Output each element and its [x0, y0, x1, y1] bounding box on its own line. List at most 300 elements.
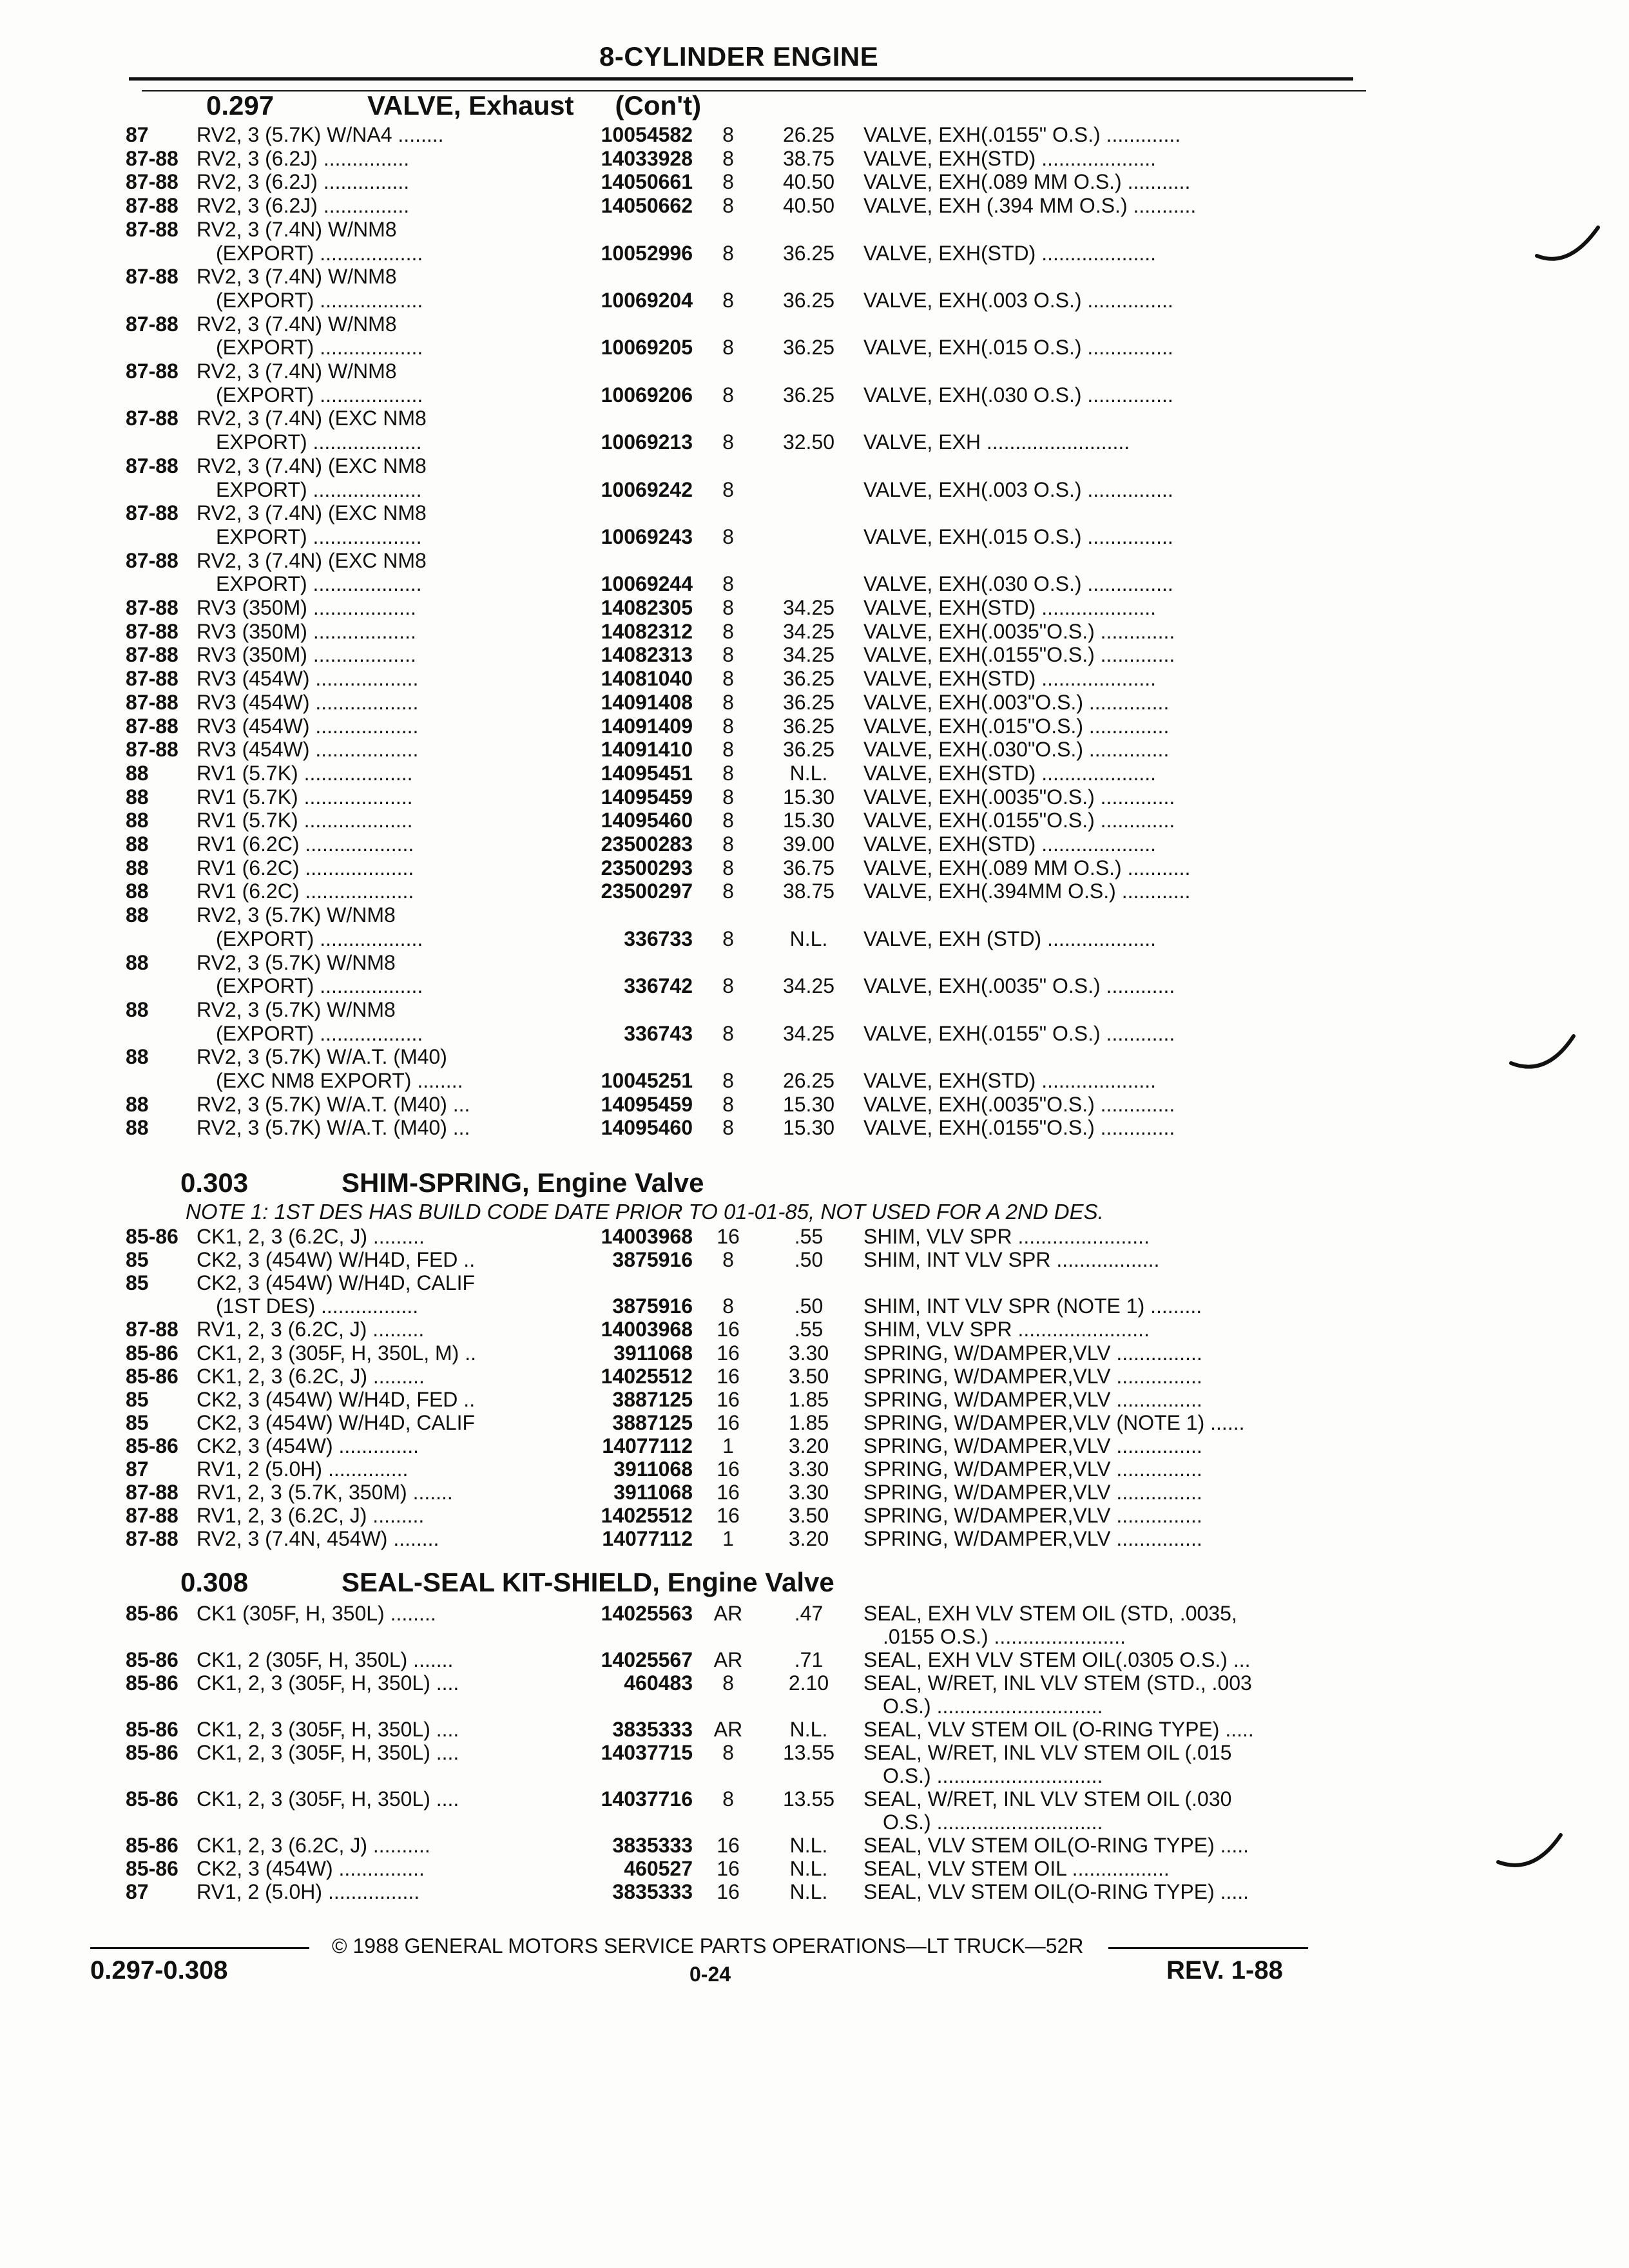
quantity: 8 [722, 336, 734, 359]
model-year: 87-88 [126, 549, 178, 572]
part-description: VALVE, EXH(.0035"O.S.) ............. [863, 1093, 1175, 1116]
model-year: 88 [126, 1116, 149, 1139]
model-year: 85 [126, 1388, 149, 1411]
quantity: AR [713, 1718, 743, 1741]
part-number: 14091410 [601, 738, 693, 761]
part-description: VALVE, EXH ......................... [863, 430, 1130, 454]
part-number: 14095459 [601, 1093, 693, 1116]
model-year: 87-88 [126, 643, 178, 666]
part-number: 3875916 [612, 1248, 693, 1271]
quantity: 8 [722, 170, 734, 193]
price: 3.30 [788, 1481, 829, 1504]
price: 36.25 [782, 289, 835, 312]
part-number: 10069244 [601, 572, 693, 595]
part-number: 14082312 [601, 620, 693, 643]
price: 32.50 [782, 430, 835, 454]
price: N.L. [789, 1718, 828, 1741]
part-description: SEAL, VLV STEM OIL(O-RING TYPE) ..... [863, 1880, 1249, 1903]
model-year: 88 [126, 1093, 149, 1116]
part-description: VALVE, EXH(STD) .................... [863, 242, 1157, 265]
model-application: (EXC NM8 EXPORT) ........ [216, 1069, 463, 1092]
model-application: RV2, 3 (7.4N) W/NM8 [197, 312, 397, 336]
model-year: 88 [126, 879, 149, 903]
part-number: 14081040 [601, 667, 693, 690]
model-application: CK2, 3 (454W) W/H4D, FED .. [197, 1248, 476, 1271]
quantity: 8 [722, 715, 734, 738]
part-number: 14025512 [601, 1365, 693, 1388]
price: 36.25 [782, 691, 835, 714]
part-number: 10069204 [601, 289, 693, 312]
model-year: 88 [126, 951, 149, 974]
quantity: 8 [722, 974, 734, 997]
part-description: VALVE, EXH(.394MM O.S.) ............ [863, 879, 1191, 903]
price: 15.30 [782, 809, 835, 832]
price: 15.30 [782, 1093, 835, 1116]
part-number: 14082313 [601, 643, 693, 666]
part-description: VALVE, EXH(.015 O.S.) ............... [863, 525, 1173, 548]
price: 26.25 [782, 123, 835, 146]
model-year: 88 [126, 785, 149, 809]
part-description: SHIM, VLV SPR ....................... [863, 1225, 1150, 1248]
model-year: 85-86 [126, 1225, 178, 1248]
part-number: 14077112 [602, 1434, 693, 1457]
part-number: 14050661 [601, 170, 693, 193]
quantity: 16 [717, 1457, 740, 1481]
model-year: 87-88 [126, 501, 178, 524]
part-number: 14077112 [602, 1527, 693, 1550]
model-application: RV2, 3 (7.4N) (EXC NM8 [197, 407, 427, 430]
model-application: EXPORT) ................... [216, 525, 422, 548]
model-application: RV3 (454W) .................. [197, 738, 419, 761]
quantity: 8 [722, 383, 734, 407]
model-application: RV2, 3 (6.2J) ............... [197, 147, 410, 170]
part-description: VALVE, EXH(STD) .................... [863, 667, 1157, 690]
model-year: 87-88 [126, 1481, 178, 1504]
price: N.L. [789, 762, 828, 785]
model-application: EXPORT) ................... [216, 572, 422, 595]
model-application: CK1 (305F, H, 350L) ........ [197, 1602, 436, 1625]
part-number: 3911068 [613, 1341, 693, 1365]
price: 36.25 [782, 383, 835, 407]
quantity: 16 [717, 1318, 740, 1341]
model-year: 88 [126, 998, 149, 1021]
model-application: (EXPORT) .................. [216, 1022, 423, 1045]
footer-copyright: © 1988 GENERAL MOTORS SERVICE PARTS OPERATIONS—LT TRUCK—52R [332, 1934, 1084, 1957]
model-application: RV2, 3 (7.4N) (EXC NM8 [197, 454, 427, 477]
price: 3.50 [788, 1504, 829, 1527]
price: 34.25 [782, 643, 835, 666]
part-number: 14091408 [601, 691, 693, 714]
price: 36.25 [782, 336, 835, 359]
part-number: 14091409 [601, 715, 693, 738]
price: 1.85 [788, 1388, 829, 1411]
price: 38.75 [782, 147, 835, 170]
part-description: O.S.) ............................. [883, 1764, 1103, 1787]
part-description: VALVE, EXH(.0155"O.S.) ............. [863, 643, 1175, 666]
model-application: RV1, 2 (5.0H) ................ [197, 1880, 420, 1903]
section-title: SHIM-SPRING, Engine Valve [342, 1168, 704, 1198]
part-description: SEAL, W/RET, INL VLV STEM OIL (.030 [863, 1787, 1232, 1811]
model-year: 87-88 [126, 667, 178, 690]
quantity: 8 [722, 1294, 734, 1318]
model-application: CK2, 3 (454W) W/H4D, CALIF [197, 1271, 476, 1294]
price: 39.00 [782, 832, 835, 856]
price: 38.75 [782, 879, 835, 903]
model-year: 88 [126, 856, 149, 879]
model-application: (EXPORT) .................. [216, 383, 423, 407]
model-year: 87-88 [126, 1504, 178, 1527]
quantity: 8 [722, 1116, 734, 1139]
model-year: 87-88 [126, 147, 178, 170]
part-description: VALVE, EXH(STD) .................... [863, 1069, 1157, 1092]
model-application: RV2, 3 (5.7K) W/NM8 [197, 951, 396, 974]
part-description: VALVE, EXH(.089 MM O.S.) ........... [863, 170, 1191, 193]
quantity: 8 [722, 147, 734, 170]
quantity: 8 [722, 785, 734, 809]
quantity: 1 [722, 1434, 734, 1457]
price: 15.30 [782, 1116, 835, 1139]
part-description: VALVE, EXH(STD) .................... [863, 596, 1157, 619]
model-application: RV2, 3 (7.4N) (EXC NM8 [197, 501, 427, 524]
part-description: VALVE, EXH (.394 MM O.S.) ........... [863, 194, 1197, 217]
model-application: RV2, 3 (5.7K) W/NA4 ........ [197, 123, 444, 146]
model-application: EXPORT) ................... [216, 478, 422, 501]
part-description: VALVE, EXH(.003"O.S.) .............. [863, 691, 1170, 714]
part-description: SHIM, INT VLV SPR .................. [863, 1248, 1160, 1271]
model-application: RV3 (454W) .................. [197, 691, 419, 714]
price: 15.30 [782, 785, 835, 809]
model-application: CK2, 3 (454W) ............... [197, 1857, 425, 1880]
model-application: RV1, 2, 3 (5.7K, 350M) ....... [197, 1481, 453, 1504]
model-application: RV3 (350M) .................. [197, 620, 416, 643]
check-mark-icon [1495, 1830, 1566, 1875]
price: 26.25 [782, 1069, 835, 1092]
model-application: RV3 (454W) .................. [197, 715, 419, 738]
model-application: RV1 (6.2C) ................... [197, 832, 414, 856]
quantity: AR [713, 1602, 743, 1625]
price: 36.25 [782, 667, 835, 690]
model-year: 87-88 [126, 620, 178, 643]
quantity: 16 [717, 1341, 740, 1365]
part-number: 23500297 [601, 879, 693, 903]
footer-rule-right [1108, 1947, 1308, 1949]
part-number: 460527 [624, 1857, 693, 1880]
quantity: 8 [722, 738, 734, 761]
part-description: VALVE, EXH(.0155" O.S.) ............ [863, 1022, 1175, 1045]
price: 13.55 [782, 1741, 835, 1764]
part-number: 14095460 [601, 809, 693, 832]
model-application: RV2, 3 (5.7K) W/A.T. (M40) [197, 1045, 447, 1068]
section-heading [180, 1567, 834, 1598]
quantity: 8 [722, 194, 734, 217]
model-application: CK1, 2, 3 (6.2C, J) .......... [197, 1834, 430, 1857]
model-year: 87-88 [126, 454, 178, 477]
header-rule [129, 77, 1353, 81]
footer-rule-left [90, 1947, 309, 1949]
part-description: SPRING, W/DAMPER,VLV ............... [863, 1365, 1202, 1388]
price: 3.30 [788, 1457, 829, 1481]
part-description: VALVE, EXH(STD) .................... [863, 147, 1157, 170]
model-application: RV2, 3 (7.4N, 454W) ........ [197, 1527, 439, 1550]
price: 34.25 [782, 974, 835, 997]
price: 36.25 [782, 242, 835, 265]
model-application: RV3 (350M) .................. [197, 596, 416, 619]
part-number: 3911068 [613, 1457, 693, 1481]
price: 2.10 [788, 1671, 829, 1695]
model-application: RV2, 3 (7.4N) (EXC NM8 [197, 549, 427, 572]
price: .55 [794, 1318, 824, 1341]
price: 34.25 [782, 1022, 835, 1045]
part-description: VALVE, EXH(STD) .................... [863, 832, 1157, 856]
model-year: 87-88 [126, 170, 178, 193]
model-year: 85-86 [126, 1365, 178, 1388]
quantity: 8 [722, 762, 734, 785]
part-description: SHIM, INT VLV SPR (NOTE 1) ......... [863, 1294, 1202, 1318]
model-application: RV1, 2 (5.0H) .............. [197, 1457, 409, 1481]
model-application: CK1, 2, 3 (305F, H, 350L, M) .. [197, 1341, 476, 1365]
model-application: RV1 (6.2C) ................... [197, 856, 414, 879]
quantity: 8 [722, 1787, 734, 1811]
model-application: RV2, 3 (7.4N) W/NM8 [197, 218, 397, 241]
quantity: 8 [722, 879, 734, 903]
quantity: 8 [722, 620, 734, 643]
model-application: RV2, 3 (6.2J) ............... [197, 194, 410, 217]
price: 36.25 [782, 738, 835, 761]
part-description: SPRING, W/DAMPER,VLV ............... [863, 1527, 1202, 1550]
quantity: 8 [722, 430, 734, 454]
model-application: CK2, 3 (454W) W/H4D, FED .. [197, 1388, 476, 1411]
quantity: 8 [722, 856, 734, 879]
part-number: 3835333 [612, 1834, 693, 1857]
part-number: 336742 [624, 974, 693, 997]
part-number: 10069205 [601, 336, 693, 359]
model-application: RV2, 3 (6.2J) ............... [197, 170, 410, 193]
model-year: 88 [126, 762, 149, 785]
part-number: 23500293 [601, 856, 693, 879]
quantity: 8 [722, 242, 734, 265]
price: 40.50 [782, 194, 835, 217]
footer-page-number: 0-24 [689, 1963, 731, 1986]
model-year: 85-86 [126, 1741, 178, 1764]
model-year: 87-88 [126, 1318, 178, 1341]
model-year: 88 [126, 832, 149, 856]
model-year: 87-88 [126, 360, 178, 383]
part-description: VALVE, EXH(.0155" O.S.) ............. [863, 123, 1181, 146]
model-year: 85-86 [126, 1341, 178, 1365]
model-application: RV1 (5.7K) ................... [197, 762, 413, 785]
model-year: 88 [126, 903, 149, 927]
price: 1.85 [788, 1411, 829, 1434]
part-description: SPRING, W/DAMPER,VLV ............... [863, 1434, 1202, 1457]
part-number: 14025567 [601, 1648, 693, 1671]
part-number: 3835333 [612, 1880, 693, 1903]
model-year: 87-88 [126, 738, 178, 761]
part-description: VALVE, EXH(.030 O.S.) ............... [863, 572, 1173, 595]
part-number: 10069243 [601, 525, 693, 548]
quantity: 16 [717, 1225, 740, 1248]
model-year: 85-86 [126, 1434, 178, 1457]
part-number: 14095459 [601, 785, 693, 809]
model-year: 87-88 [126, 265, 178, 288]
part-description: VALVE, EXH(.003 O.S.) ............... [863, 478, 1173, 501]
part-description: VALVE, EXH(.0155"O.S.) ............. [863, 1116, 1175, 1139]
model-year: 85 [126, 1248, 149, 1271]
model-application: CK1, 2, 3 (6.2C, J) ......... [197, 1365, 425, 1388]
model-application: (EXPORT) .................. [216, 242, 423, 265]
part-description: SEAL, W/RET, INL VLV STEM (STD., .003 [863, 1671, 1252, 1695]
price: 40.50 [782, 170, 835, 193]
model-application: RV1, 2, 3 (6.2C, J) ......... [197, 1318, 425, 1341]
part-description: SPRING, W/DAMPER,VLV (NOTE 1) ...... [863, 1411, 1245, 1434]
model-year: 87-88 [126, 407, 178, 430]
model-application: RV3 (454W) .................. [197, 667, 419, 690]
model-year: 85-86 [126, 1648, 178, 1671]
model-application: RV2, 3 (5.7K) W/NM8 [197, 903, 396, 927]
part-description: VALVE, EXH(.0035"O.S.) ............. [863, 785, 1175, 809]
page-title: 8-CYLINDER ENGINE [599, 41, 879, 72]
part-description: VALVE, EXH(.089 MM O.S.) ........... [863, 856, 1191, 879]
part-description: SEAL, EXH VLV STEM OIL (STD, .0035, [863, 1602, 1237, 1625]
footer-section-range: 0.297-0.308 [90, 1956, 228, 1984]
model-year: 85 [126, 1271, 149, 1294]
price: 13.55 [782, 1787, 835, 1811]
part-description: SPRING, W/DAMPER,VLV ............... [863, 1388, 1202, 1411]
part-description: SEAL, VLV STEM OIL ................. [863, 1857, 1170, 1880]
model-application: RV2, 3 (7.4N) W/NM8 [197, 360, 397, 383]
part-number: 14037716 [601, 1787, 693, 1811]
part-description: VALVE, EXH(STD) .................... [863, 762, 1157, 785]
price: 36.75 [782, 856, 835, 879]
model-year: 87-88 [126, 596, 178, 619]
part-description: SPRING, W/DAMPER,VLV ............... [863, 1341, 1202, 1365]
quantity: AR [713, 1648, 743, 1671]
part-number: 10054582 [601, 123, 693, 146]
model-application: (EXPORT) .................. [216, 289, 423, 312]
model-year: 87-88 [126, 194, 178, 217]
model-application: CK2, 3 (454W) W/H4D, CALIF [197, 1411, 476, 1434]
quantity: 8 [722, 691, 734, 714]
part-description: SPRING, W/DAMPER,VLV ............... [863, 1481, 1202, 1504]
quantity: 16 [717, 1365, 740, 1388]
quantity: 8 [722, 1093, 734, 1116]
model-application: RV2, 3 (5.7K) W/NM8 [197, 998, 396, 1021]
quantity: 8 [722, 289, 734, 312]
price: 3.20 [788, 1434, 829, 1457]
model-application: RV1, 2, 3 (6.2C, J) ......... [197, 1504, 425, 1527]
model-application: RV2, 3 (7.4N) W/NM8 [197, 265, 397, 288]
price: .50 [794, 1248, 824, 1271]
part-description: O.S.) ............................. [883, 1811, 1103, 1834]
part-description: VALVE, EXH(.0035" O.S.) ............ [863, 974, 1175, 997]
part-description: VALVE, EXH(.0035"O.S.) ............. [863, 620, 1175, 643]
part-number: 10052996 [601, 242, 693, 265]
quantity: 8 [722, 1671, 734, 1695]
model-year: 85 [126, 1411, 149, 1434]
model-application: CK1, 2 (305F, H, 350L) ....... [197, 1648, 454, 1671]
quantity: 8 [722, 832, 734, 856]
quantity: 8 [722, 927, 734, 950]
price: .71 [794, 1648, 824, 1671]
model-year: 87 [126, 1880, 149, 1903]
section-continued: (Con't) [615, 90, 702, 120]
model-year: 85-86 [126, 1857, 178, 1880]
quantity: 8 [722, 572, 734, 595]
part-number: 10069206 [601, 383, 693, 407]
price: .47 [794, 1602, 824, 1625]
quantity: 8 [722, 123, 734, 146]
quantity: 16 [717, 1880, 740, 1903]
price: N.L. [789, 1857, 828, 1880]
price: 34.25 [782, 620, 835, 643]
part-number: 336733 [624, 927, 693, 950]
price: 3.50 [788, 1365, 829, 1388]
quantity: 8 [722, 809, 734, 832]
part-number: 3875916 [612, 1294, 693, 1318]
part-description: SPRING, W/DAMPER,VLV ............... [863, 1457, 1202, 1481]
part-description: VALVE, EXH(.015"O.S.) .............. [863, 715, 1170, 738]
part-number: 14095451 [601, 762, 693, 785]
model-application: RV1 (5.7K) ................... [197, 785, 413, 809]
section-heading [206, 90, 701, 121]
part-description: SPRING, W/DAMPER,VLV ............... [863, 1504, 1202, 1527]
part-description: VALVE, EXH(.003 O.S.) ............... [863, 289, 1173, 312]
section-title: SEAL-SEAL KIT-SHIELD, Engine Valve [342, 1567, 834, 1597]
part-number: 14033928 [601, 147, 693, 170]
part-description: VALVE, EXH (STD) ................... [863, 927, 1157, 950]
model-application: (EXPORT) .................. [216, 927, 423, 950]
model-year: 87-88 [126, 1527, 178, 1550]
part-number: 14050662 [601, 194, 693, 217]
section-title: VALVE, Exhaust [367, 90, 574, 120]
price: 36.25 [782, 715, 835, 738]
model-application: (EXPORT) .................. [216, 974, 423, 997]
model-application: RV1 (5.7K) ................... [197, 809, 413, 832]
model-year: 85-86 [126, 1718, 178, 1741]
quantity: 8 [722, 1069, 734, 1092]
model-year: 88 [126, 809, 149, 832]
model-application: CK1, 2, 3 (305F, H, 350L) .... [197, 1787, 459, 1811]
quantity: 16 [717, 1504, 740, 1527]
part-description: SEAL, EXH VLV STEM OIL(.0305 O.S.) ... [863, 1648, 1251, 1671]
model-application: CK1, 2, 3 (305F, H, 350L) .... [197, 1741, 459, 1764]
part-description: VALVE, EXH(.0155"O.S.) ............. [863, 809, 1175, 832]
price: 3.20 [788, 1527, 829, 1550]
quantity: 1 [722, 1527, 734, 1550]
part-description: O.S.) ............................. [883, 1695, 1103, 1718]
section-number: 0.303 [180, 1168, 249, 1198]
price: 34.25 [782, 596, 835, 619]
model-year: 85-86 [126, 1671, 178, 1695]
model-application: CK1, 2, 3 (305F, H, 350L) .... [197, 1718, 459, 1741]
part-number: 3911068 [613, 1481, 693, 1504]
quantity: 8 [722, 1741, 734, 1764]
model-application: CK1, 2, 3 (6.2C, J) ......... [197, 1225, 425, 1248]
model-application: CK1, 2, 3 (305F, H, 350L) .... [197, 1671, 459, 1695]
model-application: RV1 (6.2C) ................... [197, 879, 414, 903]
part-number: 460483 [624, 1671, 693, 1695]
model-year: 88 [126, 1045, 149, 1068]
part-number: 3887125 [612, 1411, 693, 1434]
quantity: 16 [717, 1388, 740, 1411]
price: N.L. [789, 1880, 828, 1903]
model-year: 87 [126, 1457, 149, 1481]
part-description: VALVE, EXH(.015 O.S.) ............... [863, 336, 1173, 359]
part-number: 10069242 [601, 478, 693, 501]
part-description: SHIM, VLV SPR ....................... [863, 1318, 1150, 1341]
model-application: RV2, 3 (5.7K) W/A.T. (M40) ... [197, 1093, 470, 1116]
section-heading [180, 1168, 704, 1198]
model-application: EXPORT) ................... [216, 430, 422, 454]
